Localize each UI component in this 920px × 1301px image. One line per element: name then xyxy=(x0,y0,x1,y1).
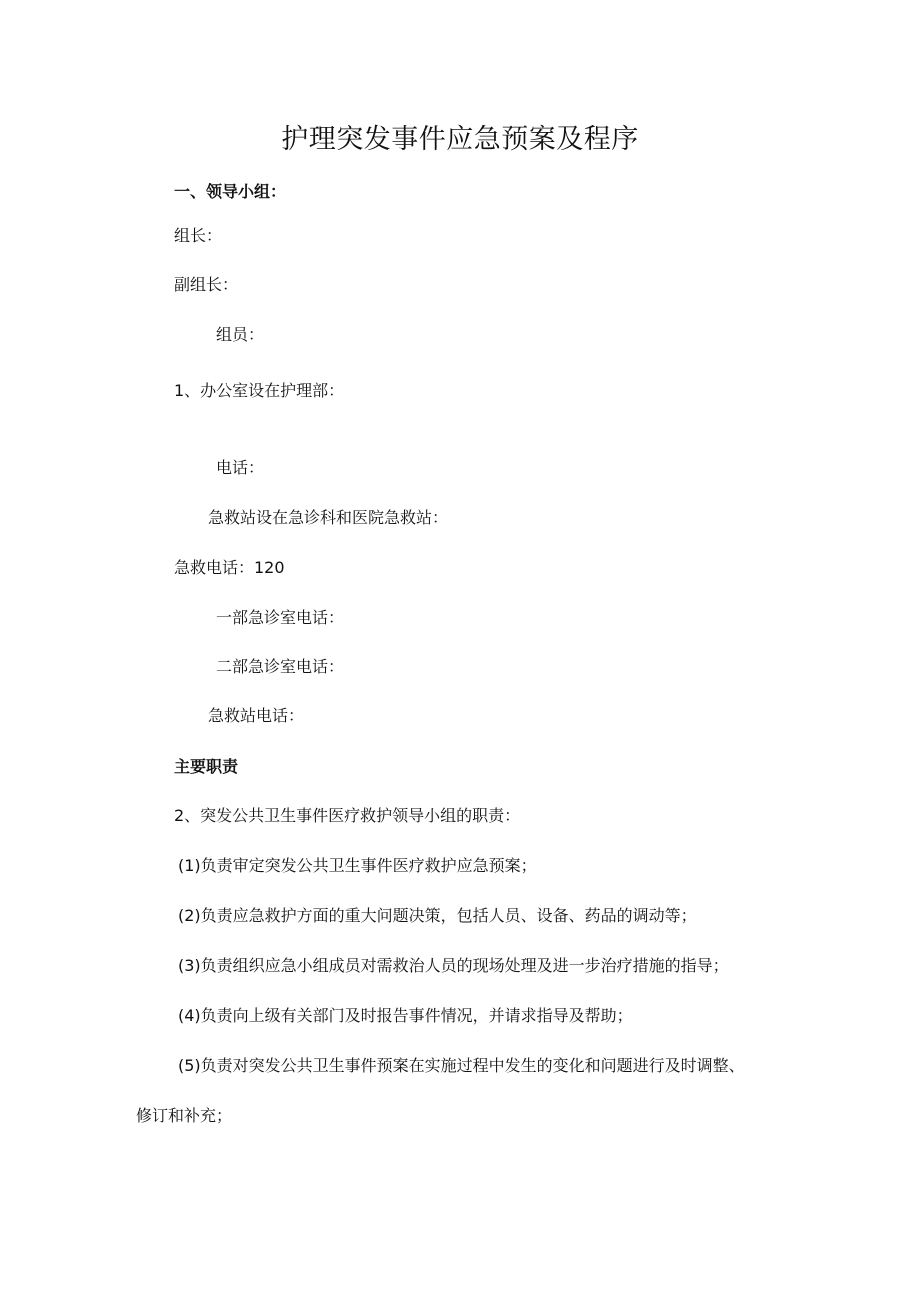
duty-item-5-line-2: 修订和补充； xyxy=(136,1106,233,1125)
office-location: 1、办公室设在护理部： xyxy=(174,381,345,400)
duty-item-2: (2)负责应急救护方面的重大问题决策，包括人员、设备、药品的调动等； xyxy=(178,906,697,925)
document-title: 护理突发事件应急预案及程序 xyxy=(281,124,639,155)
dept2-emergency-phone-label: 二部急诊室电话： xyxy=(216,657,345,676)
dept1-emergency-phone-label: 一部急诊室电话： xyxy=(216,608,345,627)
first-aid-station-location: 急救站设在急诊科和医院急救站： xyxy=(208,508,449,527)
office-phone-label: 电话： xyxy=(216,458,265,477)
emergency-phone: 急救电话：120 xyxy=(174,558,285,577)
duties-heading: 主要职责 xyxy=(174,757,239,776)
duty-item-4: (4)负责向上级有关部门及时报告事件情况，并请求指导及帮助； xyxy=(178,1006,633,1025)
vice-leader-label: 副组长： xyxy=(174,275,239,294)
leader-label: 组长： xyxy=(174,226,223,245)
duties-intro: 2、突发公共卫生事件医疗救护领导小组的职责： xyxy=(174,806,521,825)
duty-item-3: (3)负责组织应急小组成员对需救治人员的现场处理及进一步治疗措施的指导； xyxy=(178,956,729,975)
section-heading-leadership: 一、领导小组： xyxy=(174,182,287,201)
members-label: 组员： xyxy=(216,325,265,344)
duty-item-5-line-1: (5)负责对突发公共卫生事件预案在实施过程中发生的变化和问题进行及时调整、 xyxy=(178,1056,745,1075)
station-phone-label: 急救站电话： xyxy=(208,706,305,725)
duty-item-1: (1)负责审定突发公共卫生事件医疗救护应急预案； xyxy=(178,856,537,875)
